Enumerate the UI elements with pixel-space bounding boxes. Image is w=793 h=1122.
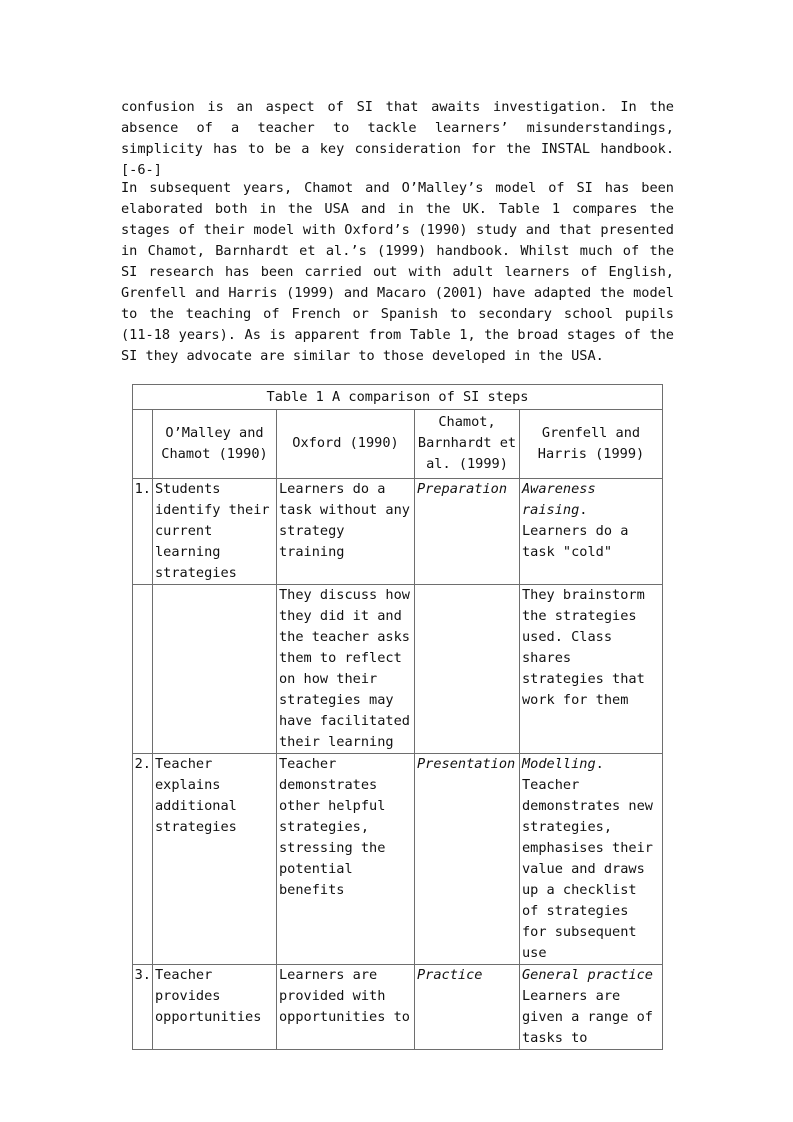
table-row xyxy=(133,754,663,965)
header-oxford: Oxford (1990) xyxy=(277,410,415,479)
header-number xyxy=(133,410,153,479)
cell-grenfell xyxy=(520,965,663,1050)
cell-chamot: Practice xyxy=(415,965,520,1050)
table-caption: Table 1 A comparison of SI steps xyxy=(133,385,663,410)
cell-grenfell xyxy=(520,585,663,754)
cell-oxford: They discuss how they did it and the teacher asks them to reflect on how their strategies may have facilitated their learning xyxy=(277,585,415,754)
stage-name: Modelling xyxy=(522,756,596,772)
paragraph-subsequent-years: In subsequent years, Chamot and O’Malley’s model of SI has been elaborated both in the USA and in the UK. Table 1 compares the stages of their model with Oxford’s (1990) study and that presented in Chamot, Barnhardt et al.’s (1999) handbook. Whilst much of the SI research has been carried out with adult learners of English, Grenfell and Harris (1999) and Macaro (2001) have adapted the model to the teaching of French or Spanish to secondary school pupils (11-18 years). As is apparent from Table 1, the broad stages of the SI they advocate are similar to those developed in the USA. xyxy=(121,180,674,364)
row-number xyxy=(133,585,153,754)
stage-description: . Learners do a task "cold" xyxy=(522,502,629,560)
stage-name: General practice xyxy=(522,967,653,983)
cell-omalley xyxy=(153,585,277,754)
stage-name: Awareness raising xyxy=(522,481,596,518)
si-comparison-table xyxy=(132,384,663,1050)
header-omalley-chamot: O’Malley and Chamot (1990) xyxy=(153,410,277,479)
cell-chamot xyxy=(415,585,520,754)
header-chamot-barnhardt: Chamot, Barnhardt et al. (1999) xyxy=(415,410,520,479)
table-row xyxy=(133,585,663,754)
cell-grenfell xyxy=(520,479,663,585)
cell-oxford: Teacher demonstrates other helpful strategies, stressing the potential benefits xyxy=(277,754,415,965)
row-number: 2. xyxy=(133,754,153,965)
table-header-row xyxy=(133,410,663,479)
cell-omalley: Teacher explains additional strategies xyxy=(153,754,277,965)
cell-chamot: Preparation xyxy=(415,479,520,585)
row-number: 3. xyxy=(133,965,153,1050)
stage-description: They brainstorm the strategies used. Class shares strategies that work for them xyxy=(522,587,645,708)
cell-omalley: Students identify their current learning strategies xyxy=(153,479,277,585)
header-grenfell-harris: Grenfell and Harris (1999) xyxy=(520,410,663,479)
table-caption-row xyxy=(133,385,663,410)
cell-oxford: Learners do a task without any strategy training xyxy=(277,479,415,585)
cell-oxford: Learners are provided with opportunities to xyxy=(277,965,415,1050)
stage-description: . Teacher demonstrates new strategies, emphasises their value and draws up a checklist of strategies for subsequent use xyxy=(522,756,653,961)
stage-description: Learners are given a range of tasks to xyxy=(522,988,653,1046)
cell-omalley: Teacher provides opportunities xyxy=(153,965,277,1050)
cell-chamot: Presentation xyxy=(415,754,520,965)
table-row xyxy=(133,479,663,585)
paragraph-intro: confusion is an aspect of SI that awaits investigation. In the absence of a teacher to tackle learners’ misunderstandings, simplicity has to be a key consideration for the INSTAL handbook. [-6-] xyxy=(121,99,674,178)
cell-grenfell xyxy=(520,754,663,965)
table-row xyxy=(133,965,663,1050)
row-number: 1. xyxy=(133,479,153,585)
